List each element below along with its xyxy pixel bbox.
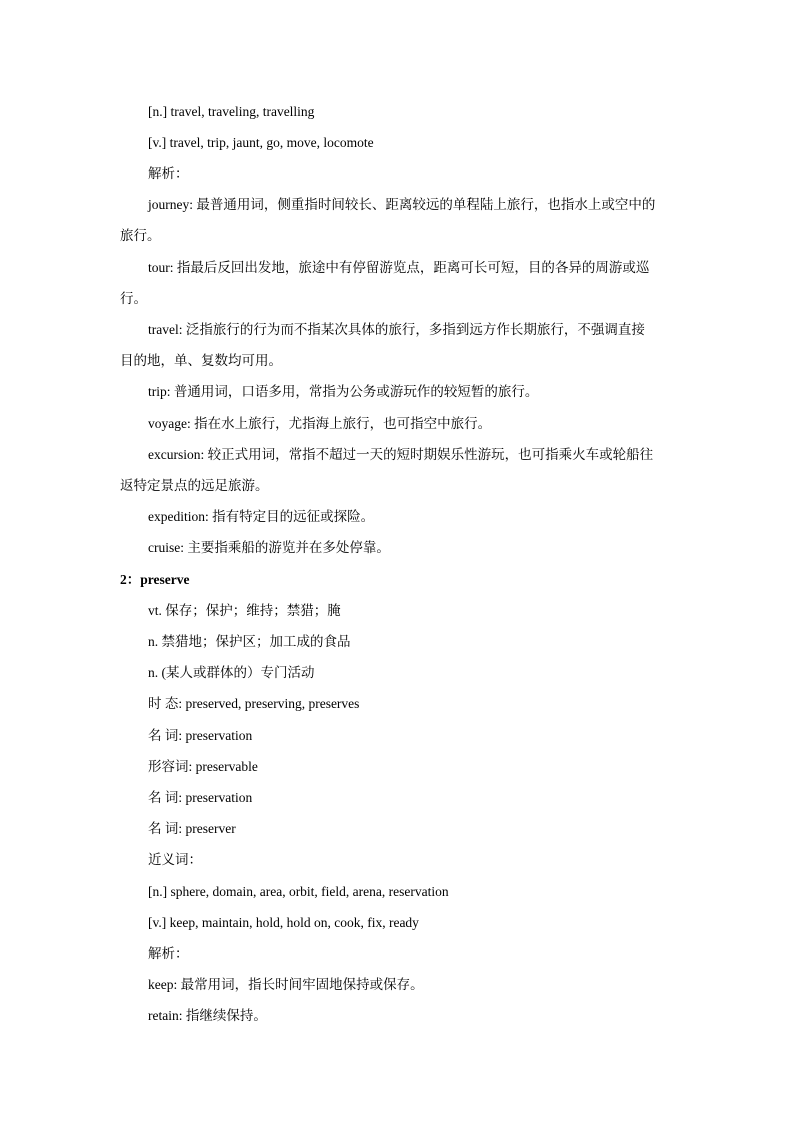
preserve-vt-meaning: vt. 保存；保护；维持；禁猎；腌 (148, 603, 341, 618)
cruise-definition: cruise: 主要指乘船的游览并在多处停靠。 (148, 540, 390, 555)
journey-definition-cont: 旅行。 (120, 228, 161, 243)
preserve-noun-form-3: 名 词: preserver (148, 821, 236, 836)
preserve-tense-forms: 时 态: preserved, preserving, preserves (148, 696, 360, 711)
preserve-synonyms-noun: [n.] sphere, domain, area, orbit, field, arena, reservation (148, 884, 449, 899)
analysis-heading: 解析： (148, 166, 189, 181)
travel-definition-cont: 目的地，单、复数均可用。 (120, 353, 282, 368)
synonyms-noun-line: [n.] travel, traveling, travelling (148, 104, 315, 119)
tour-definition-cont: 行。 (120, 291, 147, 306)
preserve-synonyms-verb: [v.] keep, maintain, hold, hold on, cook, fix, ready (148, 915, 419, 930)
excursion-definition-cont: 返特定景点的远足旅游。 (120, 478, 269, 493)
travel-definition: travel: 泛指旅行的行为而不指某次具体的旅行，多指到远方作长期旅行，不强调直接 (148, 322, 645, 337)
trip-definition: trip: 普通用词，口语多用，常指为公务或游玩作的较短暂的旅行。 (148, 384, 539, 399)
preserve-noun-form-2: 名 词: preservation (148, 790, 253, 805)
preserve-noun-form-1: 名 词: preservation (148, 728, 253, 743)
retain-definition: retain: 指继续保持。 (148, 1008, 267, 1023)
excursion-definition: excursion: 较正式用词，常指不超过一天的短时期娱乐性游玩，也可指乘火车或轮船往 (148, 447, 654, 462)
expedition-definition: expedition: 指有特定目的远征或探险。 (148, 509, 375, 524)
preserve-adjective-form: 形容词: preservable (148, 759, 258, 774)
voyage-definition: voyage: 指在水上旅行，尤指海上旅行，也可指空中旅行。 (148, 416, 492, 431)
preserve-n-meaning-1: n. 禁猎地；保护区；加工成的食品 (148, 634, 351, 649)
preserve-n-meaning-2: n. (某人或群体的）专门活动 (148, 665, 315, 680)
synonyms-verb-line: [v.] travel, trip, jaunt, go, move, locomote (148, 135, 374, 150)
synonyms-heading: 近义词： (148, 852, 202, 867)
section-heading-preserve: 2：preserve (120, 572, 190, 587)
journey-definition: journey: 最普通用词，侧重指时间较长、距离较远的单程陆上旅行，也指水上或空中的 (148, 197, 656, 212)
analysis-heading-2: 解析： (148, 946, 189, 961)
tour-definition: tour: 指最后反回出发地，旅途中有停留游览点，距离可长可短，目的各异的周游或巡 (148, 260, 650, 275)
keep-definition: keep: 最常用词，指长时间牢固地保持或保存。 (148, 977, 424, 992)
